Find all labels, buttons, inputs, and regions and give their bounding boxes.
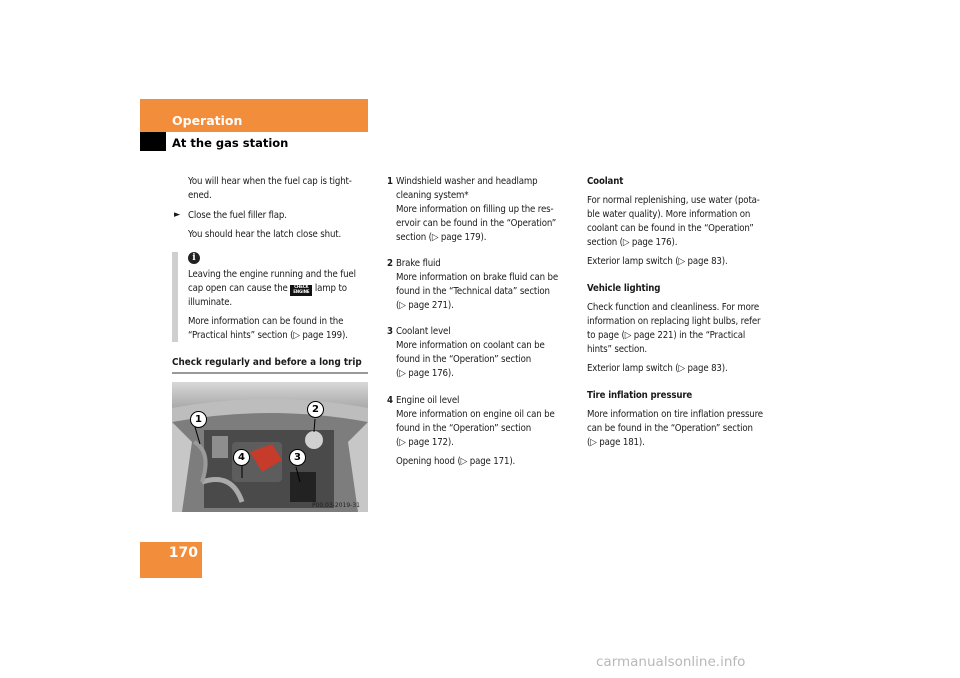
bullet-followup: You should hear the latch close shut. bbox=[188, 229, 342, 240]
coolant-line-4: section (▷ page 176). bbox=[587, 237, 678, 248]
marker-3: 3 bbox=[289, 449, 306, 466]
item-2-line-1: Brake fluid bbox=[396, 258, 441, 269]
item-1-line-2: cleaning system* bbox=[396, 190, 469, 201]
lighting-line-4: hints” section. bbox=[587, 344, 648, 355]
coolant-line-1: For normal replenishing, use water (pota- bbox=[587, 195, 760, 206]
info-line-3: illuminate. bbox=[188, 297, 233, 308]
info-line-4: More information can be found in the bbox=[188, 316, 344, 327]
item-1-line-1: Windshield washer and headlamp bbox=[396, 176, 538, 187]
opening-hood-text: Opening hood (▷ page 171). bbox=[396, 456, 516, 467]
subsection-title: At the gas station bbox=[172, 136, 289, 150]
lighting-line-3: to page (▷ page 221) in the “Practical bbox=[587, 330, 746, 341]
item-3-line-4: (▷ page 176). bbox=[396, 368, 454, 379]
heading-divider bbox=[172, 372, 368, 374]
item-4-line-1: Engine oil level bbox=[396, 395, 460, 406]
engine-bay-illustration bbox=[172, 382, 368, 512]
coolant-heading: Coolant bbox=[587, 176, 624, 187]
item-number-4: 4 bbox=[387, 395, 393, 406]
item-1-line-4: ervoir can be found in the “Operation” bbox=[396, 218, 557, 229]
info-line-1: Leaving the engine running and the fuel bbox=[188, 269, 356, 280]
tire-line-3: (▷ page 181). bbox=[587, 437, 645, 448]
watermark-text: carmanualsonline.info bbox=[596, 654, 746, 670]
item-4-line-2: More information on engine oil can be bbox=[396, 409, 555, 420]
tire-line-2: can be found in the “Operation” section bbox=[587, 423, 753, 434]
item-number-2: 2 bbox=[387, 258, 393, 269]
check-regularly-heading: Check regularly and before a long trip bbox=[172, 357, 362, 368]
coolant-line-3: coolant can be found in the “Operation” bbox=[587, 223, 754, 234]
photo-code: P00.03-2019-31 bbox=[311, 502, 360, 509]
tire-line-1: More information on tire inflation pressure bbox=[587, 409, 763, 420]
item-1-line-3: More information on filling up the res- bbox=[396, 204, 554, 215]
coolant-line-2: ble water quality). More information on bbox=[587, 209, 751, 220]
check-engine-lamp-icon: CHECK ENGINE bbox=[290, 285, 312, 296]
lighting-line-1: Check function and cleanliness. For more bbox=[587, 302, 760, 313]
page-number: 170 bbox=[168, 545, 198, 561]
item-2-line-4: (▷ page 271). bbox=[396, 300, 454, 311]
info-icon: i bbox=[188, 252, 200, 264]
item-number-3: 3 bbox=[387, 326, 393, 337]
lighting-line-2: information on replacing light bulbs, refer bbox=[587, 316, 761, 327]
tire-pressure-heading: Tire inflation pressure bbox=[587, 390, 693, 401]
fuel-cap-text-1: You will hear when the fuel cap is tight- bbox=[188, 176, 352, 187]
bullet-instruction: Close the fuel filler flap. bbox=[188, 210, 287, 221]
item-3-line-3: found in the “Operation” section bbox=[396, 354, 532, 365]
info-line-2: cap open can cause the CHECK ENGINE lamp to bbox=[188, 283, 347, 295]
lamp-switch-ref-2: Exterior lamp switch (▷ page 83). bbox=[587, 363, 728, 374]
item-2-line-3: found in the “Technical data” section bbox=[396, 286, 550, 297]
item-number-1: 1 bbox=[387, 176, 393, 187]
info-box-bar bbox=[172, 252, 178, 342]
bullet-arrow-icon: ► bbox=[174, 210, 181, 220]
item-3-line-1: Coolant level bbox=[396, 326, 451, 337]
engine-bay-photo bbox=[172, 382, 368, 512]
info-line-5: “Practical hints” section (▷ page 199). bbox=[188, 330, 348, 341]
marker-1: 1 bbox=[190, 411, 207, 428]
vehicle-lighting-heading: Vehicle lighting bbox=[587, 283, 661, 294]
item-2-line-2: More information on brake fluid can be bbox=[396, 272, 559, 283]
item-4-line-3: found in the “Operation” section bbox=[396, 423, 532, 434]
item-1-line-5: section (▷ page 179). bbox=[396, 232, 487, 243]
header-corner-block bbox=[140, 132, 166, 151]
item-3-line-2: More information on coolant can be bbox=[396, 340, 545, 351]
marker-4: 4 bbox=[233, 449, 250, 466]
item-4-line-4: (▷ page 172). bbox=[396, 437, 454, 448]
lamp-switch-ref-1: Exterior lamp switch (▷ page 83). bbox=[587, 256, 728, 267]
section-title: Operation bbox=[172, 113, 243, 128]
fuel-cap-text-2: ened. bbox=[188, 190, 212, 201]
marker-2: 2 bbox=[307, 401, 324, 418]
